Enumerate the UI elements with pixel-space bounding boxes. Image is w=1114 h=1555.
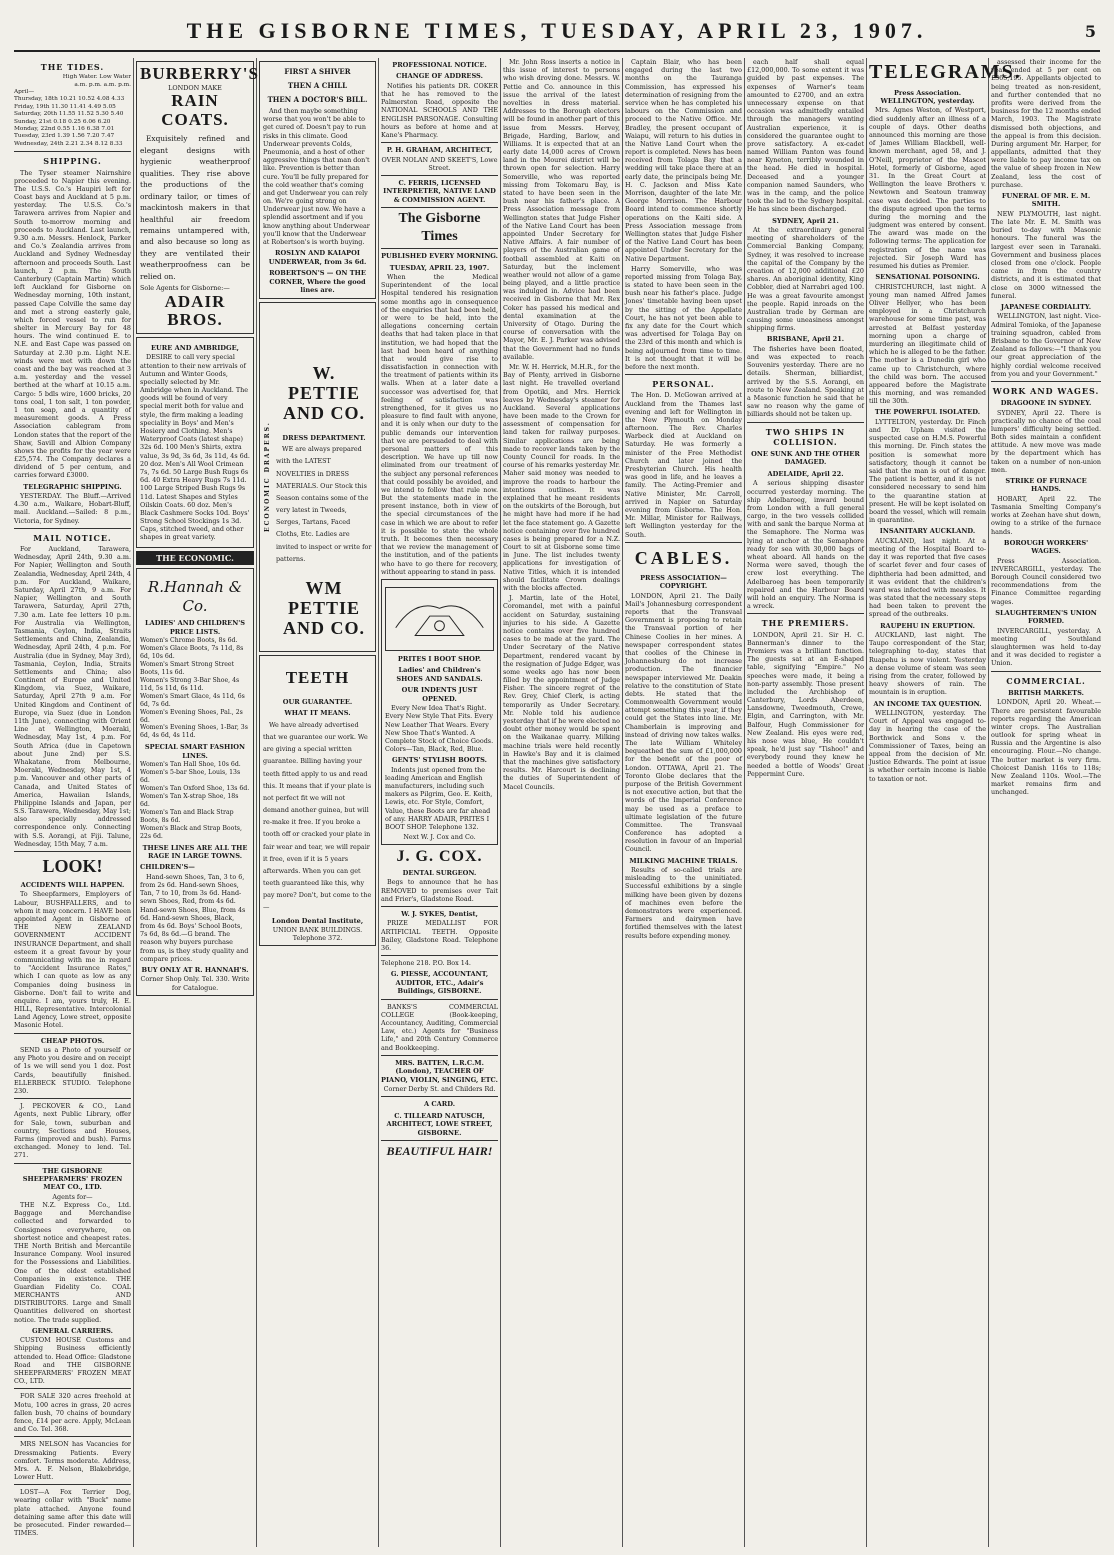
children-text: Hand-sewn Shoes, Tan, 3 to 6, from 2s 6d. Hand-sewn Shoes, Tan, 7 to 10, from 3s 6d. Hand-sewn Shoes, Red, from 4s 6d. Hand-sewn Shoes, Blue, from 4s 6d. Hand-sewn Shoes, Black, from 4s 6d. Boys' School Boots, 7s 6d, 8s 6d.—G brand. The reason why buyers purchase from us, is they study quality and compare prices. bbox=[140, 872, 249, 963]
frozen-meat-heading: THE GISBORNE SHEEPFARMERS' FROZEN MEAT CO., LTD. bbox=[22, 1166, 123, 1192]
robertsons-advertisement bbox=[259, 61, 376, 299]
dental-advertisement bbox=[259, 655, 376, 946]
dress-text: WE are always prepared with the LATEST NOVELTIES in DRESS MATERIALS. Our Stock this Season contains some of the very latest in Tweeds, Serges, Tartans, Faced Cloths, Etc. Ladies are invited to inspect or write for patterns. bbox=[276, 445, 372, 563]
sykes-name: W. J. SYKES, Dentist, bbox=[401, 909, 478, 918]
brisbane-text: The fisheries have been floated, and was expected to reach Souvenirs yesterday. There are no details. Sherman, billiardist, arrived by the S.S. Aorangi, en route to New Zealand. Speaking at a Masonic function he said that he saw no reason why the game of billiards should not be taken up. bbox=[747, 344, 864, 419]
tides-subheading: High Water. Low Water bbox=[62, 74, 131, 81]
price-line: Women's Smart Strong Street Boots, 11s 6d. bbox=[140, 660, 235, 676]
tides-units: a.m. p.m. a.m. p.m. bbox=[74, 81, 131, 88]
dress-heading: DRESS DEPARTMENT. bbox=[282, 433, 366, 442]
look-text: To Sheepfarmers, Employers of Labour, BUSHFALLERS, and to whom it may concern. I HAVE been appointed Agent in Gisborne of THE NEW ZEALAND GOVERNMENT ACCIDENT INSURANCE Department, and shall esteem it a great favour by your communicating with me in regard to "Accident Insurance Rates," which I can quote as low as any Companies doing business in Gisborne. Don't fail to write and enquire. I am, yours truly, H. E. HILL, Representative. Intercolonial Land Agency, Lowe street, opposite Masonic Hotel. bbox=[14, 890, 131, 1030]
institute-address: UNION BANK BUILDINGS. Telephone 372. bbox=[272, 926, 363, 943]
telegraphic-text: YESTERDAY. The Bluff.—Arrived 4.30 a.m., Waikare, Hobart-Bluff, mail. Auckland.—Sailed: 8 p.m., Victoria, for Sydney. bbox=[14, 492, 131, 525]
funeral-heading: FUNERAL OF MR. E. M. SMITH. bbox=[1001, 192, 1091, 209]
borough-heading: BOROUGH WORKERS' WAGES. bbox=[1003, 538, 1089, 556]
sydney-text: At the extraordinary general meeting of shareholders of the Commercial Banking Company, Sydney, it was resolved to increase the capital of the Company by the creation of 12,000 additional £20 shares. An aboriginal identity, King Cobbler, died at Narrabri aged 100. He was a great favourite amongst the people. Rapid inroads on the Australian trade by German are causing some uneasiness amongst shipping firms. bbox=[747, 226, 864, 333]
cables-heading: CABLES. bbox=[634, 547, 733, 568]
telegrams-heading: TELEGRAMS. bbox=[869, 61, 1022, 83]
robertsons-line: ROBERTSON'S — ON THE CORNER, Where the good lines are. bbox=[269, 269, 366, 294]
teeth-heading: TEETH bbox=[285, 668, 350, 688]
price-line: Women's Smart Glace, 4s 11d, 6s 6d, 7s 6d. bbox=[140, 692, 245, 708]
tides-row: April— bbox=[14, 89, 35, 96]
cox-text: Begs to announce that he has REMOVED to premises over Tait and Frier's, Gladstone Road. bbox=[381, 878, 498, 903]
guarantee-heading: OUR GUARANTEE. bbox=[282, 698, 353, 706]
card-heading: A CARD. bbox=[423, 1100, 456, 1109]
teeth-text: We have already advertised that we guarantee our work. We are giving a special written guarantee. Billing having your teeth fitted apply to us and read this. It means that if your plate is not perfect fit we will not demand another guinea, but will re-make it free. If you broke a tooth off or cracked your plate in fair wear and tear, we will repair it free, even if it is 5 years afterwards. When you can get teeth guaranteed like this, why pay more? Don't, but come to the— bbox=[263, 720, 372, 912]
mail-heading: MAIL NOTICE. bbox=[33, 532, 112, 543]
hannah-advertisement bbox=[136, 568, 254, 996]
eure-text: DESIRE to call very special attention to their new arrivals of Autumn and Winter Goods, specially selected by Mr. Ambridge when in Auckland. The goods will be found of very special merit both for value and style, the firm making a leading speciality in Boys' and Men's Hosiery and Clothing. Men's Waterproof Coats (latest shape) 32s 6d. 100 Men's Shirts, extra value, 3s 9d, 3s 6d, 3s 11d, 4s 6d. 20 doz. Men's All Wool Crimean 7s, 7s 6d. 50 Large Bush Rugs 6s 6d. 40 Extra Heavy Rugs 7s 11d. 100 Large Striped Bush Rugs 9s 11d. Latest Shapes and Styles Oilskin Coats. 60 doz. Men's Black Cashmere Socks 10d. Boys' Strong School Stockings 1s 3d. Caps, stitched tweed, and other shapes in great variety. bbox=[140, 353, 250, 542]
special-line: Women's 5-bar Shoe, Louis, 13s 6d. bbox=[140, 769, 241, 785]
indents-heading: OUR INDENTS JUST OPENED. bbox=[401, 686, 478, 703]
hannah-subheading: LADIES' AND CHILDREN'S PRICE LISTS. bbox=[144, 619, 246, 636]
adelaide-text: A serious shipping disaster occurred yesterday morning. The ship Adelbaroeg, inward bound from London with a full general cargo, in the two vessels collided with and sank the barque Norma at the Semaphore. The Norma was lying at anchor at the Semaphore ready for sea with 30,000 bags of wheat aboard. All hands on the Norma were saved, though the crew lost everything. The Adelbaroeg has been temporarily repaired and the Harbour Board will hold an enquiry. The Norma is a wreck. bbox=[747, 479, 864, 611]
commercial-text: LONDON, April 20. Wheat.—There are persistent favourable reports regarding the American winter crops. The Australian outlook for spring wheat in Russia and the Argentine is also encouraging. Flour.—No change. The butter market is very firm. Choicest Danish 116s to 118s; New Zealand 110s. Wool.—The market remains firm and unchanged. bbox=[991, 698, 1101, 797]
cox-reference: Next W. J. Cox and Co. bbox=[403, 833, 476, 842]
gents-text: Indents just opened from the leading American and English manufacturers, including such makers as Pilgrim, Geo. E. Keith, Lewis, etc. For Style, Comfort, Value, these Boots are far ahead of any. HARRY ADAIR, PRITES I BOOT SHOP. Telephone 132. bbox=[385, 765, 493, 831]
look-subheading: ACCIDENTS WILL HAPPEN. bbox=[20, 881, 125, 890]
burberry-text: Exquisitely refined and elegant designs with hygienic weatherproof qualities. They rise above the productions of the ordinary tailor, or times of mackintosh makers in that healthful air freedom remains untampered with, and also because so long as they are ventilated their weatherproofness can be relied on. bbox=[140, 134, 250, 281]
column-9 bbox=[991, 58, 1101, 1547]
shipping-text: The Tyser steamer Nairnshire proceeded to Napier this evening. The U.S.S. Co.'s Haupiri left for Coast bays and Auckland at 5 p.m. yesterday. The U.S.S. Co.'s Tarawera arrives from Napier and South to-morrow morning and proceeds to Auckland. Last launch, 9.30 a.m. Messrs. Henlock, Parker and Co.'s Zealandia arrives from Auckland and Sydney Wednesday afternoon and proceeds South. Last launch, 2 p.m. The South Canterbury (Captain Martin) which left Auckland for Gisborne on Wednesday morning, 10th instant, passed Cape Colville the same day and met a strong easterly gale, which forced vessel to run for shelter in Mercury Bay for 48 hours. The wind continued E. to N.E. and East Cape was passed on Saturday at 2.30 p.m. Light N.E. winds were met with down the coast and the bay was reached at 3 a.m. yesterday and the vessel berthed at the wharf at 10.15 a.m. Cargo: 5 bdls wire, 1600 bricks, 20 tons coal, 1 ton salt, 1 ton powder, 1 ton soap, and a quantity of measurement goods. A Press Association cablegram from London states that the report of the Shaw, Savill and Albion Company shows the profits for the year were £25,574. The Company declares a dividend of 5 per centum, and carries forward £3000. bbox=[14, 168, 131, 480]
tides-row: Wednesday, 24th 2.21 2.34 8.12 8.33 bbox=[14, 140, 123, 147]
premiers-text: LONDON, April 21. Sir H. C. Bannerman's dinner to the Premiers was a brilliant function. The guests sat at an E-shaped table, signifying "Empire." No speeches were made, it being a non-party assembly. Those present included the Archbishop of Canterbury, Lords Aberdeen, Lansdowne, Tweedmouth, Crewe, Elgin, and Carrington, with Mr. Balfour, Hugh Commissioner for New Zealand. His eyes were red, his nose was blue, He couldn't speak, he'd just say "Tishoo!" and everybody round they knew he needed a bottle of Woods' Great Peppermint Cure. bbox=[747, 630, 864, 778]
nelson-text: MRS NELSON has Vacancies for Dressmaking Patients. Every comfort. Terms moderate. Address, Mrs. A. F. Nelson, Blakebridge, Lower Hutt. bbox=[14, 1440, 131, 1482]
cables-subheading: PRESS ASSOCIATION—COPYRIGHT. bbox=[640, 573, 727, 591]
shop-subheading: Ladies' and Children's SHOES AND SANDALS. bbox=[396, 666, 483, 683]
price-line: Women's Glace Boots, 7s 11d, 8s 6d, 10s 6d. bbox=[140, 645, 244, 661]
shop-name: PRITES I BOOT SHOP. bbox=[397, 654, 482, 663]
telegrams-text: Mrs. Agnes Weston, of Westport, died suddenly after an illness of a couple of days. Other deaths announced this morning are those of James William Blackbell, well-known merchant, aged 58, and J. O'Neill, proprietor of the Mascot Hotel, formerly of Gisborne, aged 31. In the Great Court at Wellington the leave Brothers v. Newtown and Seatoun tramway case was decided. The parties to the dispute agreed upon the terms during the morning and the judgment was entered by consent. The award was made on the following terms: The application for registration of the name was rejected. Sir Joseph Ward has resumed his duties as Premier. bbox=[869, 106, 986, 271]
frozen-agents: Agents for— bbox=[52, 1192, 93, 1201]
sale-text: FOR SALE 320 acres freehold at Motu, 100 acres in grass, 20 acres fallen bush, 70 chains of boundary fence, £14 per acre. Apply, McLean and Co. Tel. 368. bbox=[14, 1392, 131, 1434]
special-line: Women's Tan Oxford Shoe, 13s 6d. bbox=[140, 785, 250, 793]
strike-text: HOBART, April 22. The Tasmania Smelting Company's works at Zeehan have shut down, owing to a strike of the furnace hands. bbox=[991, 494, 1101, 536]
column-rule bbox=[133, 58, 134, 1547]
price-list bbox=[140, 637, 250, 740]
institute-name: London Dental Institute, bbox=[271, 916, 364, 925]
column-6 bbox=[625, 58, 742, 1547]
cables-text: LONDON, April 21. The Daily Mail's Johannesburg correspondent reports that the Transvaal Government is proposing to retain the Transvaal portion of her Chinese Coolies in her mines. A newspaper correspondent states that coolies of the Chinese in Johannesburg do not increase production. The financier newspaper interviewed Mr. Deakin relative to the constitution of State debts. He stated that the Commonwealth Government would attempt something this year, if they could get the States into line. Mr. Chamberlain is improving and instead of driving now takes walks. The late William Whiteley bequeathed the sum of £1,000,000 for the benefit of the poor of London. OTTAWA, April 21. The Toronto Globe declares that the purpose of the British Government is not executive action, but that the words of the Imperial Conference may be used as a preface to ultimate legislation of the future Committee. The Transvaal Conference has adopted a resolution in favour of an Imperial Council. bbox=[625, 591, 742, 854]
look-heading: LOOK! bbox=[42, 856, 103, 877]
eure-ambridge-advertisement bbox=[136, 337, 254, 548]
telegrams-subheading: Press Association. WELLINGTON, yesterday. bbox=[880, 88, 975, 106]
special-line: Women's Tan Hall Shoe, 10s 6d. bbox=[140, 761, 241, 769]
page-number: 5 bbox=[1084, 22, 1096, 41]
borough-text: Press Association. INVERCARGILL, yesterday. The Borough Council considered two recommendations from the Finance Committee regarding wages. bbox=[991, 556, 1101, 606]
news-text: J. Martin, late of the Hotel, Coromandel, met with a painful accident on Saturday, sustaining injuries to his side. A Gazette notice contains over five hundred cases to be made at the yard. The Under Secretary of the Native Department, rendered vacant by the resignation of Judge Edger, was some weeks ago has now been filled by the appointment of Judge Fisher. The sincere regret of the Rev. Grey, Chief Clerk, is acting temporarily as Under Secretary. Mr. Noble told his audience yesterday that if he were elected no doubt other money would be spent on the Waikanae quarry. Milking machine trials were held recently in Hawke's Bay and it is claimed that the machines give satisfactory results. Mr. Harcourt is declining the duties of Superintendent of Macel Councils. bbox=[503, 594, 620, 791]
piesse-name: G. PIESSE, ACCOUNTANT, AUDITOR, ETC., Adair's Buildings, GISBORNE. bbox=[390, 970, 489, 996]
news-text: each half shall equal £12,000,000. To some extent it was guided by past expenses. The expenses of Warner's team amounted to £2700, and an extra unnecessary expense on that occasion was admittedly entailed through the managers wanting Australian experience, it is considered the guarantee ought to prove satisfactory. A ex-cadet named William Panton was found near Kyneton, terribly wounded in the head. He died in hospital. Deceased and a younger companion named Saunders, who was in the camp, and the police took the lad to the Sydney hospital. He has since been discharged. bbox=[747, 58, 864, 214]
sensational-heading: SENSATIONAL POISONING. bbox=[875, 273, 980, 282]
published-line: PUBLISHED EVERY MORNING. bbox=[381, 252, 498, 261]
funeral-text: NEW PLYMOUTH, last night. The late Mr. E. M. Smith was buried to-day with Masonic honours. The funeral was the largest ever seen in Taranaki. Government and business places closed from one o'clock. People came in from the country districts, and it is estimated that close on 3000 witnessed the funeral. bbox=[991, 209, 1101, 300]
shoe-shop-advertisement bbox=[381, 579, 498, 845]
chill-line: THEN A DOCTOR'S BILL. bbox=[267, 95, 368, 104]
column-4 bbox=[381, 58, 498, 1547]
premiers-heading: THE PREMIERS. bbox=[761, 618, 850, 629]
what-it-means: WHAT IT MEANS. bbox=[284, 709, 351, 718]
column-5 bbox=[503, 58, 620, 1547]
special-line: Women's Tan and Black Strap Boots, 8s 6d. bbox=[140, 808, 234, 824]
banks-text: BANKS'S COMMERCIAL COLLEGE (Book-keeping, Accountancy, Auditing, Commercial Law, etc.) Agents for "Business Life," and 20th Century Commerce and Bookkeeping. bbox=[381, 1002, 498, 1052]
japanese-text: WELLINGTON, last night. Vice-Admiral Tomioka, of the Japanese training squadron, cabled from Brisbane to the Governor of New Zealand as follows:—"I thank you our great appreciation of the highly cordial welcome received from you and your Government." bbox=[991, 312, 1101, 378]
telegraphic-heading: TELEGRAPHIC SHIPPING. bbox=[23, 482, 122, 491]
japanese-heading: JAPANESE CORDIALITY. bbox=[1000, 302, 1092, 311]
ferris-name: C. FERRIS, LICENSED INTERPRETER, NATIVE LAND & COMMISSION AGENT. bbox=[383, 179, 496, 204]
commercial-heading: COMMERCIAL. bbox=[1006, 675, 1086, 686]
rage-line: THESE LINES ARE ALL THE RAGE IN LARGE TOWNS. bbox=[142, 843, 248, 861]
milking-heading: MILKING MACHINE TRIALS. bbox=[629, 856, 738, 865]
tides-row: Saturday, 20th 11.55 11.52 5.30 5.40 bbox=[14, 111, 124, 118]
lost-text: LOST—A Fox Terrier Dog, wearing collar with "Buck" name plate attached. Anyone found detaining same after this date will be prosecuted. Finder rewarded—TIMES. bbox=[14, 1488, 131, 1538]
indents-text: Every New Idea That's Right. Every New Style That Fits. Every New Leather That Wears. Every New Shoe That's Wanted. A Complete Stock of Choice Goods. Colors—Tan, Black, Red, Blue. bbox=[385, 704, 494, 754]
cox-subheading: DENTAL SURGEON. bbox=[402, 868, 477, 877]
tides-table bbox=[14, 89, 131, 148]
newspaper-title: THE GISBORNE TIMES, TUESDAY, APRIL 23, 1907. bbox=[186, 18, 928, 43]
column-3 bbox=[259, 58, 376, 1547]
coker-text: Notifies his patients DR. COKER that he has removed to the Palmerston Road, opposite the NATIONAL SCHOOLS AND THE ENGLISH PARSONAGE. Consulting hours as before at home and at Kane's Pharmacy. bbox=[381, 81, 498, 139]
economic-drapers-vertical: ECONOMIC DRAPERS. bbox=[264, 421, 271, 533]
tides-row: Sunday, 21st 0.18 0.25 6.06 6.20 bbox=[14, 118, 111, 125]
pettie-advertisement bbox=[259, 302, 376, 652]
burberry-advertisement bbox=[136, 61, 259, 334]
sensational-text: CHRISTCHURCH, last night. A young man named Alfred James Oliver Hellyer, who has been employed in a Christchurch warehouse for some time past, was arrested at Belfast yesterday morning upon a charge of murdering an illegitimate child of which he is alleged to be the father. The mother is a Dunedin girl who came up to Christchurch, where the child was born. The accused appeared before the Magistrate this morning, and was remanded till the 30th. bbox=[869, 282, 986, 406]
brisbane-heading: BRISBANE, April 21. bbox=[766, 335, 845, 344]
ruapehu-text: AUCKLAND, last night. The Taupo correspondent of the Star, telegraphing to-day, states that Ruapehu is now violent. Yesterday a dense volume of steam was seen rising from the crater, followed by heavy showers of rain. The mountain is in eruption. bbox=[869, 631, 986, 697]
gents-heading: GENTS' STYLISH BOOTS. bbox=[392, 756, 487, 765]
photo-heading: CHEAP PHOTOS. bbox=[40, 1036, 105, 1045]
shoe-icon bbox=[386, 588, 493, 648]
change-address-heading: CHANGE OF ADDRESS. bbox=[396, 72, 483, 81]
adair-bros: ADAIR BROS. bbox=[164, 291, 226, 330]
piesse-telephone: Telephone 218. P.O. Box 14. bbox=[381, 959, 471, 968]
milking-text: Results of so-called trials are misleading to the uninitiated. Successful exhibitions by a single milking have been given by dozens of machines even before the demonstrators were experienced. Farmers and dairymen have fortified themselves with the latest results before expending money. bbox=[625, 866, 742, 940]
powerful-text: LYTTELTON, yesterday. Dr. Finch and Dr. Upham visited the suspected case on H.M.S. Powerful this morning. Dr. Finch states the position is somewhat more satisfactory, though it cannot be said that the man is out of danger. The patient is better, and it is not considered necessary to send him to the quarantine station at present. He will be kept isolated on board the vessel, which will remain in quarantine. bbox=[869, 417, 986, 525]
children-heading: CHILDREN'S— bbox=[140, 863, 195, 872]
cox-name: J. G. COX. bbox=[396, 848, 483, 866]
pettie-name: W. PETTIE AND CO. bbox=[283, 363, 365, 423]
special-list bbox=[140, 761, 250, 840]
column-rule bbox=[378, 58, 379, 1547]
batten-address: Corner Derby St. and Childers Rd. bbox=[383, 1085, 496, 1094]
masthead bbox=[14, 6, 1100, 52]
chill-text: And then maybe something worse that you won't be able to get cured of. Doesn't pay to run risks in this climate. Good Underwear prevents Colds, Pneumonia, and a host of other aggressive things that man don't like. Prevention is better than cure. You'll be fully prepared for the cold weather that's coming and get Underwear you can rely on. We're going strong on Underwear just now. We have a splendid assortment and if you know anything about Underwear you'll know that the Underwear at Robertson's is worth buying. bbox=[263, 107, 370, 246]
column-2 bbox=[136, 58, 259, 1547]
hannah-logo: R.Hannah & Co. bbox=[147, 577, 243, 616]
work-wages-heading: WORK AND WAGES. bbox=[992, 385, 1100, 396]
adelaide-heading: ADELAIDE, April 22. bbox=[767, 469, 844, 478]
price-line: Women's Evening Shoes, Pal., 2s 6d. bbox=[140, 708, 243, 724]
batten-name: MRS. BATTEN, L.R.C.M. (London), TEACHER OF PIANO, VIOLIN, SINGING, ETC. bbox=[381, 1058, 498, 1084]
work-wages-text: SYDNEY, April 22. There is practically no chance of the coal lumpers' difficulty being settled. Both sides maintain a confident attitude. A new move was made by the department which has taken on a number of non-union men. bbox=[991, 408, 1101, 474]
price-line: Women's Chrome Boots, 8s 6d. bbox=[140, 637, 238, 645]
special-heading: SPECIAL SMART FASHION LINES. bbox=[144, 743, 246, 760]
personal-text: The Hon. D. McGowan arrived at Auckland from the Thames last evening and left for Wellington in the New Plymouth on Monday afternoon. The Rev. Charles Warbeck died at Auckland on Saturday. He was formerly a minister of the Free Methodist Church and later joined the Presbyterian Church. His health was good in life, and he leaves a family. The Acting-Premier and Native Minister, Mr. Carroll, arrived in Napier on Saturday evening from Gisborne. The Hon. Mr. Millar, Minister for Railways, left Wellington yesterday for the South. bbox=[625, 391, 742, 539]
slaughtermen-text: INVERCARGILL, yesterday. A meeting of Southland slaughtermen was held to-day and it was decided to register a Union. bbox=[991, 626, 1101, 668]
column-rule bbox=[500, 58, 501, 1547]
shoe-logo bbox=[385, 587, 494, 651]
price-line: Women's Evening Shoes, 1-Bar, 3s 6d, 4s 6d, 4s 11d. bbox=[140, 724, 248, 740]
mail-text: For Auckland, Tarawera, Wednesday, April 24th, 9.30 a.m. For Napier, Wellington and South Zealandia, Wednesday, April 24th, 4 p.m. For Auckland, Waikare, Saturday, April 27th, 9 a.m. For Napier, Wellington and South Tarawera, Saturday, April 27th, 7.30 a.m. Late fee letters 10 p.m. For Australia via Wellington, Tasmania, Ceylon, India, Straits Settlements and China, Zealandia, Wednesday, April 24th, 4 p.m. For Australia (due in Sydney, May 3rd), Tasmania, Ceylon, India, Straits Settlements and China; also Continent of Europe and United Kingdom, via Suez, Waikare, Saturday, April 27th 9 a.m. For United Kingdom and Continent of Europe, via Suez (due in London 11th June), connecting with Orient Line at Wellington, Moeraki, Wednesday, May 1st, 4 p.m. For South Africa (due in Capetown about June 2nd) per S.S. Whakatane, from Melbourne, Moeraki, Wednesday, May 1st, 4 p.m. Vancouver and other parts of Canada, and United States of America, Hawaiian Islands, Philippine Islands and Japan, per S.S. Tarawera, Wednesday, May 1st; also specially addressed correspondence only. Connecting with S.S. Aorangi, at Fiji. Talune, Wednesday, 15th May, 7 a.m. bbox=[14, 545, 131, 848]
burberry-title: RAIN COATS. bbox=[161, 90, 229, 129]
buy-address: Corner Shop Only. Tel. 330. Write for Catalogue. bbox=[140, 975, 250, 992]
hair-heading: BEAUTIFUL HAIR! bbox=[386, 1144, 493, 1159]
burberry-agents: Sole Agents for Gisborne:— bbox=[140, 284, 230, 293]
tides-heading: THE TIDES. bbox=[40, 62, 105, 72]
column-8 bbox=[869, 58, 1022, 1547]
news-text: Captain Blair, who has been engaged during the last two months on the Tauranga Commission, has expressed his determination of resigning from the service when he has completed his labours on the Commission and proceed to the Native Office. Mr. Bradley, the present occupant of Waiapu, will return to his duties in the Native Land Court when the report is completed. News has been received from Tolaga Bay that a wedding will take place there at an early date, the principals being Mr. H. C. Jackson and Miss Kate Morrison, daughter of the late Mr. George Morrison. The Harbour Board intend to commence shortly operations on the Kaiti side. A Press Association message from Wellington states that Judge Fisher of the Native Land Court has been appointed Under Secretary for the Native Department. bbox=[625, 58, 742, 263]
news-text: Mr. John Ross inserts a notice in this issue of interest to persons who wish droving done. Messrs. W. Pettie and Co. announce in this issue the arrival of the latest novelties in dress material. Addresses to the Borough electors will be found in another part of this issue from Messrs. Hervey, Brigade, Harding, Barlow, and Williams. It is expected that at an early date 14,000 acres of Crown land in the Mourei district will be thrown open for selection. Harry Somerville, who was reported missing from Tokomaru Bay, is stated to have been seen in the bush near his father's place. A Press Association message from Wellington states that Judge Fisher of the Native Land Court has been appointed Under Secretary for Native Affairs. A fair number of players of the Australian game of football assembled at Kaiti on Saturday, but the inclement weather would not allow of a game being played, and a little practice was indulged in. Advice had been received in Gisborne that Mr. Rex Coker has passed his medical and dental examination at the University of Otago. During the course of conversation with the Mayor, Mr. E. J. Parker was advised that the Government had no funds available. bbox=[503, 58, 620, 361]
customs-text: CUSTOM HOUSE Customs and Shipping Business efficiently attended to. Head Office: Gladstone Road and THE GISBORNE SHEEPFARMERS' FROZEN MEAT CO., LTD. bbox=[14, 1336, 131, 1386]
powerful-heading: THE POWERFUL ISOLATED. bbox=[874, 408, 981, 417]
strike-heading: STRIKE OF FURNACE HANDS. bbox=[1005, 477, 1087, 494]
date-line: TUESDAY, APRIL 23, 1907. bbox=[389, 263, 490, 272]
carriers-heading: GENERAL CARRIERS. bbox=[32, 1326, 113, 1335]
burberry-city: LONDON MAKE bbox=[168, 83, 222, 92]
price-line: Women's Strong 3-Bar Shoe, 4s 11d, 5s 11d, 6s 11d. bbox=[140, 676, 240, 692]
column-1 bbox=[14, 58, 131, 1547]
chill-line: THEN A CHILL bbox=[287, 81, 348, 90]
news-text: assessed their income for the year ended at 5 per cent on £365,195. Appellants objected to being treated as non-resident, and further contended that no profits were derived from the business for the 12 months ended March, 1903. The Magistrate dismissed both objections, and the appeal is from this decision. During argument Mr. Harper, for appellants, admitted that they were liable to pay income tax on the value of sheep frozen in New Zealand, less the cost of purchase. bbox=[991, 58, 1101, 189]
eure-heading: EURE AND AMBRIDGE, bbox=[151, 343, 239, 352]
pettie-name-2: WM PETTIE AND CO. bbox=[283, 577, 365, 638]
column-rule bbox=[744, 58, 745, 1547]
special-line: Women's Tan X-strap Shoe, 18s 6d. bbox=[140, 792, 239, 808]
frozen-text: THE N.Z. Express Co., Ltd. Baggage and Merchandise collected and forwarded to Consignees everywhere, on shortest notice and cheapest rates. THE North British and Mercantile Insurance Company. Wool insured for the Possessions and Liabilities. One of the oldest established Companies in existence. THE Guardian Fidelity Co. COAL MERCHANTS AND DISTRIBUTORS. Large and Small Quantities delivered on shortest notice. The trade supplied. bbox=[14, 1201, 131, 1324]
sykes-text: PRIZE MEDALLIST FOR ARTIFICIAL TEETH. Opposite Bailey, Gladstone Road. Telephone 36. bbox=[381, 919, 498, 952]
economic-banner: THE ECONOMIC. bbox=[136, 551, 254, 565]
buy-only: BUY ONLY AT R. HANNAH'S. bbox=[141, 965, 249, 974]
photo-text: SEND us a Photo of yourself or any Photo you desire and on receipt of 1s we will send you 1 doz. Post Cards, beautifully finished. ELLERBECK STUDIO. Telephone 230. bbox=[14, 1046, 131, 1096]
income-tax-heading: AN INCOME TAX QUESTION. bbox=[873, 699, 982, 708]
natusch-name: C. TILLEARD NATUSCH, ARCHITECT, LOWE STREET, GISBORNE. bbox=[386, 1111, 493, 1137]
column-rule bbox=[622, 58, 623, 1547]
news-text: Harry Somerville, who was reported missing from Tolaga Bay, is stated to have been seen in the bush near his father's place. Judge Jones' timetable having been upset by the sitting of the Appellate Court, he has not yet been able to fix any date for the Court which was advertised for Tolaga Bay on the 23rd of this month and which is being adjourned from time to time. It is not thought that it will be before the next month. bbox=[625, 264, 742, 371]
personal-heading: PERSONAL. bbox=[652, 379, 715, 390]
tides-row: Tuesday, 23rd 1.39 1.56 7.20 7.47 bbox=[14, 133, 115, 140]
news-text: Mr. W. H. Herrick, M.H.R., for the Bay of Plenty, arrived in Gisborne last night. He travelled overland from Opotiki, and Mrs. Herrick leaves by Wednesday's steamer for Auckland. Several applications have been made to the Crown for assessment of compensation for land taken for railway purposes. Similar applications are being made to recover lands taken by the County Council for roads. In the course of his remarks yesterday Mr. Maher said money was needed to improve the roads to harbour the intentions outlines. It was explained that he meant residents on the outskirts of the Borough, but he might have had more if he had let the face statement go. A Gazette notice containing over five hundred cases is being prepared for a N.Z. Court to sit at Gisborne some time in June. The list includes twenty applications for investigation of Native Titles, which it is intended should facilitate Crown dealings with the blocks affected. bbox=[503, 362, 620, 592]
insanitary-heading: INSANITARY AUCKLAND. bbox=[879, 527, 976, 536]
commercial-subheading: BRITISH MARKETS. bbox=[1008, 688, 1084, 697]
column-rule bbox=[988, 58, 989, 1547]
editorial-text: When the Medical Superintendent of the local Hospital tendered his resignation some months ago in consequence of the enquiries that had been held, or were to be held, into the allegations concerning certain deaths that had taken place in that institution, we had hoped that the last had been heard of anything that would give rise to dissatisfaction in connection with the treatment of patients within its walls. When at a later date a successor was advertised for, that feeling of satisfaction was strengthened, for it gives us no pleasure to find fault with anyone, and it is only when our duty to the public demands our intervention that we are persuaded to deal with personal matters of this description. We have up till now eliminated from our treatment of the subject any personal references that could possibly be avoided, and we intend to follow that rule now. But the statements made in the present instance, both in view of the special circumstances of the case in which we are about to refer it is possible to state the whole truth. It becomes then necessary that we review the management of the institution, and of the patients who have to go there for recovery, without appearing to stand in pass. bbox=[381, 273, 498, 576]
sydney-heading: SYDNEY, April 21. bbox=[772, 216, 839, 225]
graham-address: OVER NOLAN AND SKEET'S, Lowe Street. bbox=[381, 155, 498, 172]
special-line: Women's Black and Strap Boots, 22s 6d. bbox=[140, 824, 242, 840]
income-tax-text: WELLINGTON, yesterday. The Court of Appeal was engaged to-day in hearing the case of the Borthwick and Sons v. the Commissioner of Taxes, being an appeal from the decision of Mr. Justice Edwards. The point at issue is whether certain income is liable to taxation or not. bbox=[869, 709, 986, 783]
professional-heading: PROFESSIONAL NOTICE. bbox=[392, 61, 487, 69]
graham-name: P. H. GRAHAM, ARCHITECT, bbox=[386, 146, 493, 155]
paper-name: The Gisborne Times bbox=[381, 207, 498, 249]
chill-line: FIRST A SHIVER bbox=[284, 67, 351, 76]
tides-row: Monday, 22nd 0.55 1.16 6.38 7.01 bbox=[14, 126, 115, 133]
work-wages-subheading: DRAGOONE IN SYDNEY. bbox=[1000, 399, 1092, 408]
collision-subheading: ONE SUNK AND THE OTHER DAMAGED. bbox=[751, 450, 860, 467]
burberry-name: BURBERRY'S bbox=[140, 64, 259, 83]
peckover-text: J. PECKOVER & CO., Land Agents, next Public Library, offer for Sale, town, suburban and country, Sections and Houses, Farms (improved and bush). Farms exchanged. Money to lend. Tel. 271. bbox=[14, 1102, 131, 1160]
tides-row: Friday, 19th 11.30 11.41 4.49 5.05 bbox=[14, 103, 116, 110]
ruapehu-heading: RAUPEHU IN ERUPTION. bbox=[880, 621, 975, 630]
column-rule bbox=[866, 58, 867, 1547]
column-7 bbox=[747, 58, 864, 1547]
insanitary-text: AUCKLAND, last night. At a meeting of the Hospital Board to-day it was reported that five cases of scarlet fever and four cases of diphtheria had been admitted, and it was evident that the children's ward was infected with measles. It was stated that the necessary steps had been taken to prevent the spread of the outbreaks. bbox=[869, 536, 986, 619]
column-rule bbox=[256, 58, 257, 1547]
tides-row: Thursday, 18th 10.21 10.52 4.08 4.33 bbox=[14, 96, 125, 103]
shipping-heading: SHIPPING. bbox=[43, 156, 102, 167]
slaughtermen-heading: SLAUGHTERMEN'S UNION FORMED. bbox=[995, 608, 1097, 626]
collision-heading: TWO SHIPS IN COLLISION. bbox=[765, 426, 846, 447]
roslyn-line: ROSLYN AND KAIAPOI UNDERWEAR, from 3s 6d. bbox=[268, 249, 367, 266]
